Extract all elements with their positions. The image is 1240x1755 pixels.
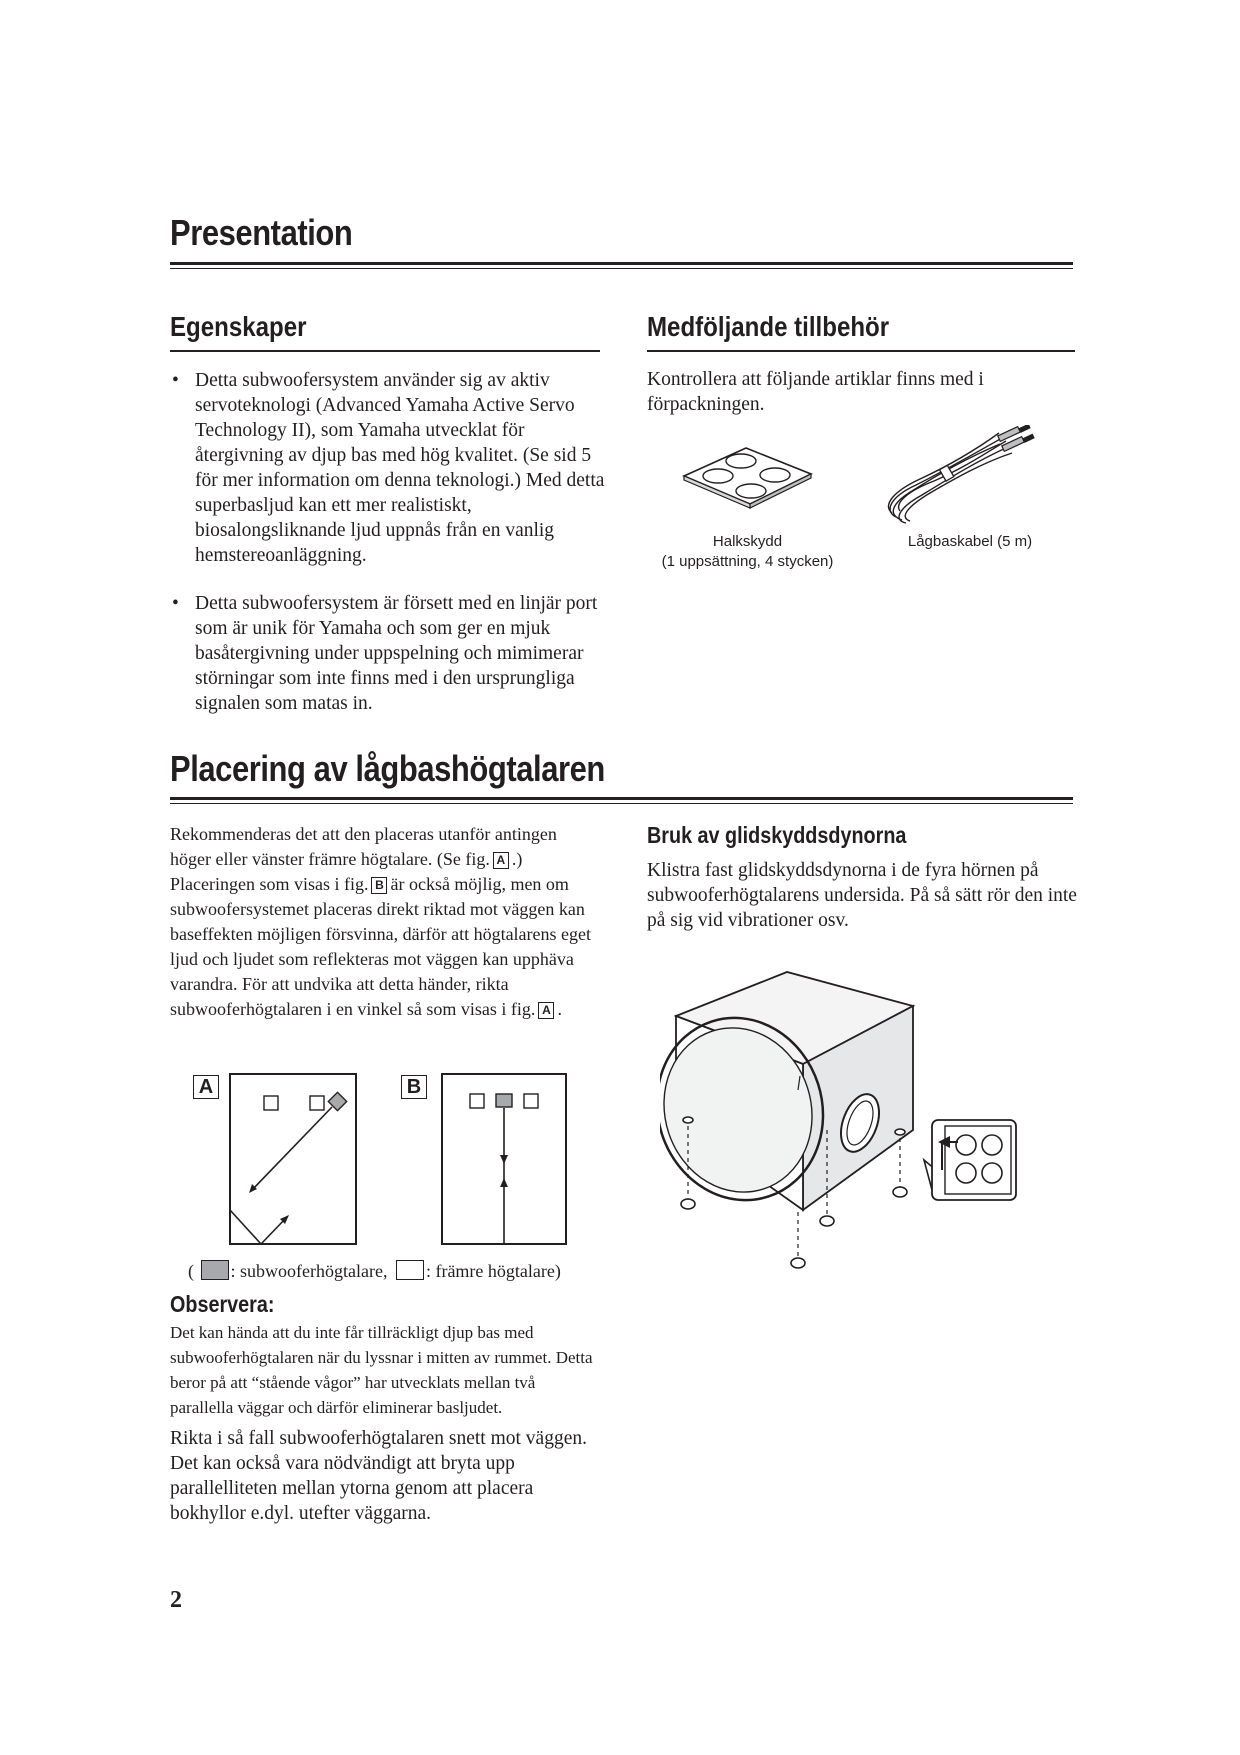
placement-text-2: .) Placeringen som visas i fig. <box>170 849 523 894</box>
pads-usage-text: Klistra fast glidskyddsdynorna i de fyra hörnen på subwooferhögtalarens undersida. På så sätt rör den inte på sig vid vibrationer osv. <box>647 860 1077 931</box>
bullet-dot: • <box>172 370 179 391</box>
fig-a-ref: A <box>493 852 509 869</box>
features-bullet-1 <box>172 368 615 568</box>
placement-heading: Placering av lågbashögtalaren <box>170 748 605 789</box>
fig-a-diagram <box>228 1072 360 1248</box>
pads-icon <box>680 440 815 510</box>
fig-b-label: B <box>401 1075 427 1099</box>
accessory-name: Halkskydd <box>712 533 783 550</box>
legend-open: ( <box>188 1261 194 1281</box>
features-bullet-1-text: Detta subwoofersystem använder sig av aktiv servoteknologi (Advanced Yamaha Active Servo Technology II), som Yamaha utvecklat för återgivning av djup bas med hög kvalitet. (Se sid 5 för mer information om denna teknologi.) Med detta superbasljud kan ett mer realistiskt, biosalongsliknande ljud uppnås från en vanlig hemstereoanläggning. <box>195 370 605 566</box>
accessories-heading: Medföljande tillbehör <box>647 311 890 342</box>
placement-text-3: är också möjlig, men om subwoofersystemet placeras direkt riktad mot väggen kan baseffekten möjligen försvinna, därför att högtalarens eget ljud och ljudet som reflekteras mot väggen kan upphäva varandra. För att undvika att detta händer, rikta subwooferhögtalaren i en vinkel så som visas i fig. <box>170 874 592 1019</box>
subwoofer-illustration <box>660 960 1040 1280</box>
fig-b-diagram <box>440 1072 570 1248</box>
note-text: Det kan hända att du inte får tillräckligt djup bas med subwooferhögtalaren när du lyssnar i mitten av rummet. Detta beror på att “stående vågor” har utvecklats mellan två parallella väggar och därför eliminerar basljudet. <box>170 1323 593 1417</box>
features-bullet-2 <box>172 591 615 716</box>
page-title: Presentation <box>170 212 353 253</box>
legend-subwoofer: : subwooferhögtalare, <box>230 1261 388 1281</box>
note-advice: Rikta i så fall subwooferhögtalaren snett mot väggen. Det kan också vara nödvändigt att bryta upp parallelliteten mellan ytorna genom att placera bokhyllor e.dyl. utefter väggarna. <box>170 1428 587 1524</box>
cable-icon <box>882 425 1037 525</box>
subwoofer-swatch <box>201 1260 229 1280</box>
legend-front: : främre högtalare) <box>425 1261 561 1281</box>
placement-text-1: Rekommenderas det att den placeras utanför antingen höger eller vänster främre högtalare. (Se fig. <box>170 824 557 869</box>
bullet-dot: • <box>172 593 179 614</box>
fig-b-ref: B <box>371 877 387 894</box>
features-bullet-2-text: Detta subwoofersystem är försett med en linjär port som är unik för Yamaha och som ger en mjuk basåtergivning under uppspelning och mimimerar störningar som inte finns med i den ursprungliga signalen som matas in. <box>195 593 598 714</box>
fig-a-label: A <box>193 1075 219 1099</box>
front-speaker-swatch <box>396 1260 424 1280</box>
features-rule <box>170 350 600 352</box>
pads-usage-heading: Bruk av glidskyddsdynorna <box>647 822 907 848</box>
placement-rule-thin <box>170 803 1073 804</box>
placement-paragraph <box>170 822 600 1022</box>
accessories-intro: Kontrollera att följande artiklar finns med i förpackningen. <box>647 369 984 415</box>
accessory-detail: (1 uppsättning, 4 stycken) <box>661 553 834 570</box>
title-rule <box>170 262 1073 265</box>
figure-legend <box>188 1259 561 1284</box>
placement-text-4: . <box>557 999 562 1019</box>
accessories-rule <box>647 350 1075 352</box>
accessory-item-pads <box>640 532 855 572</box>
accessory-name: Lågbaskabel (5 m) <box>907 533 1033 550</box>
placement-rule <box>170 797 1073 800</box>
note-heading: Observera: <box>170 1291 275 1317</box>
features-heading: Egenskaper <box>170 311 307 342</box>
page-number: 2 <box>170 1587 182 1613</box>
title-rule-thin <box>170 268 1073 269</box>
fig-a-ref: A <box>538 1002 554 1019</box>
accessory-item-cable <box>880 532 1060 552</box>
